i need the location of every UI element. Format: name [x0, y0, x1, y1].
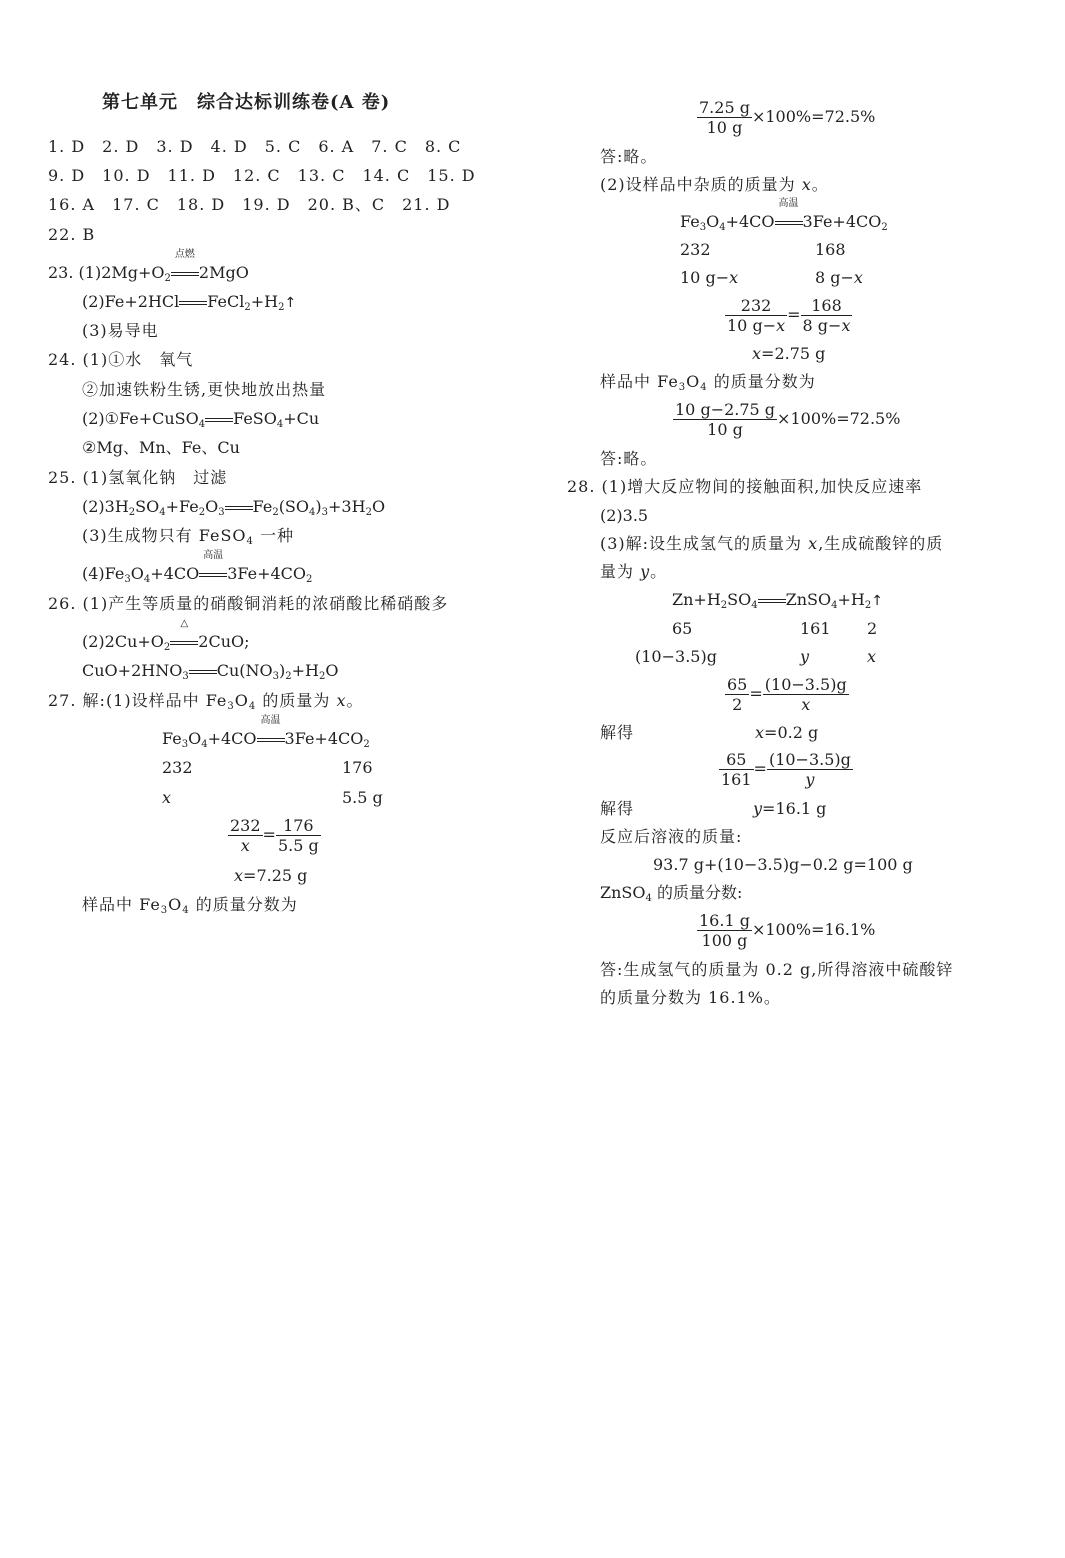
q28-equation: $Zn+H_2SO_4$ $ZnSO_4+H_2↑$: [672, 590, 883, 611]
q27-part-2: (2)设样品中杂质的质量为 x。: [600, 175, 829, 194]
q25-line-2: $(2)3H_2SO_4+Fe_2O_3$ $Fe_2(SO_4)_3+3H_2O$: [82, 497, 386, 518]
q28-line-1: 28. (1)增大反应物间的接触面积,加快反应速率: [567, 477, 923, 496]
q27-percent-1: $\frac{7.25 g}{10 g}$ ×100%=72.5%: [699, 98, 876, 137]
choice-line-3: 16. A 17. C 18. D 19. D 20. B、C 21. D: [48, 195, 451, 214]
q28-proportion-1: $\frac{65}{2}$ = $\frac{(10-3.5)g}{x}$: [727, 675, 847, 714]
q27-proportion-2: $\frac{232}{10 g-x}$ = $\frac{168}{8 g-x}$: [727, 296, 851, 335]
reaction-condition: 点燃: [171, 262, 199, 284]
page-title: 第七单元 综合达标训练卷(A 卷): [102, 92, 391, 113]
q27-percent-2: $\frac{10 g-2.75 g}{10 g}$ ×100%=72.5%: [675, 400, 901, 439]
q27-result-2: x=2.75 g: [752, 344, 826, 363]
choice-line-2: 9. D 10. D 11. D 12. C 13. C 14. C 15. D: [48, 166, 476, 185]
q27-equation-2: $Fe_3O_4+4CO$ 高温 $3Fe+4CO_2$: [680, 198, 888, 233]
q23-line-3: (3)易导电: [82, 321, 159, 340]
q26-line-2: $(2)2Cu+O_2$ △ 2CuO;: [82, 618, 250, 653]
q26-line-1: 26. (1)产生等质量的硝酸铜消耗的浓硝酸比稀硝酸多: [48, 594, 449, 613]
q24-line-4: ②Mg、Mn、Fe、Cu: [82, 438, 240, 457]
q25-line-3: (3)生成物只有 FeSO$_4$ 一种: [82, 526, 294, 547]
choice-line-4: 22. B: [48, 225, 96, 244]
q27-proportion: $\frac{232}{x}$ = $\frac{176}{5.5 g}$: [230, 816, 319, 855]
q23-line-1: 23. $(1)2Mg+O_2$ 点燃 2MgO: [48, 249, 249, 284]
q28-proportion-2: $\frac{65}{161}$ = $\frac{(10-3.5)g}{y}$: [721, 750, 851, 789]
q26-line-3: $CuO+2HNO_3$ $Cu(NO_3)_2+H_2O$: [82, 661, 339, 682]
q27-frac-intro: 样品中 $Fe_3O_4$ 的质量分数为: [82, 895, 298, 916]
q23-line-2: (2)Fe+2HCl $FeCl_2+H_2↑$: [82, 292, 297, 313]
q24-line-2: ②加速铁粉生锈,更快地放出热量: [82, 380, 327, 399]
q28-percent: $\frac{16.1 g}{100 g}$ ×100%=16.1%: [699, 911, 876, 950]
gas-arrow-icon: ↑: [871, 593, 883, 609]
q27-result-1: x=7.25 g: [234, 866, 308, 885]
gas-arrow-icon: ↑: [284, 295, 297, 311]
q24-line-1: 24. (1)①水 氧气: [48, 350, 194, 369]
q24-line-3: (2)①Fe+CuSO$_4$ FeSO$_4$+Cu: [82, 409, 320, 430]
q27-equation: $Fe_3O_4+4CO$ 高温 $3Fe+4CO_2$: [162, 715, 370, 750]
choice-line-1: 1. D 2. D 3. D 4. D 5. C 6. A 7. C 8. C: [48, 137, 462, 156]
q27-line-1: 27. 解:(1)设样品中 $Fe_3O_4$ 的质量为 x。: [48, 691, 364, 712]
q25-line-4: $(4)Fe_3O_4+4CO$ 高温 $3Fe+4CO_2$: [82, 550, 313, 585]
q25-line-1: 25. (1)氢氧化钠 过滤: [48, 468, 228, 487]
